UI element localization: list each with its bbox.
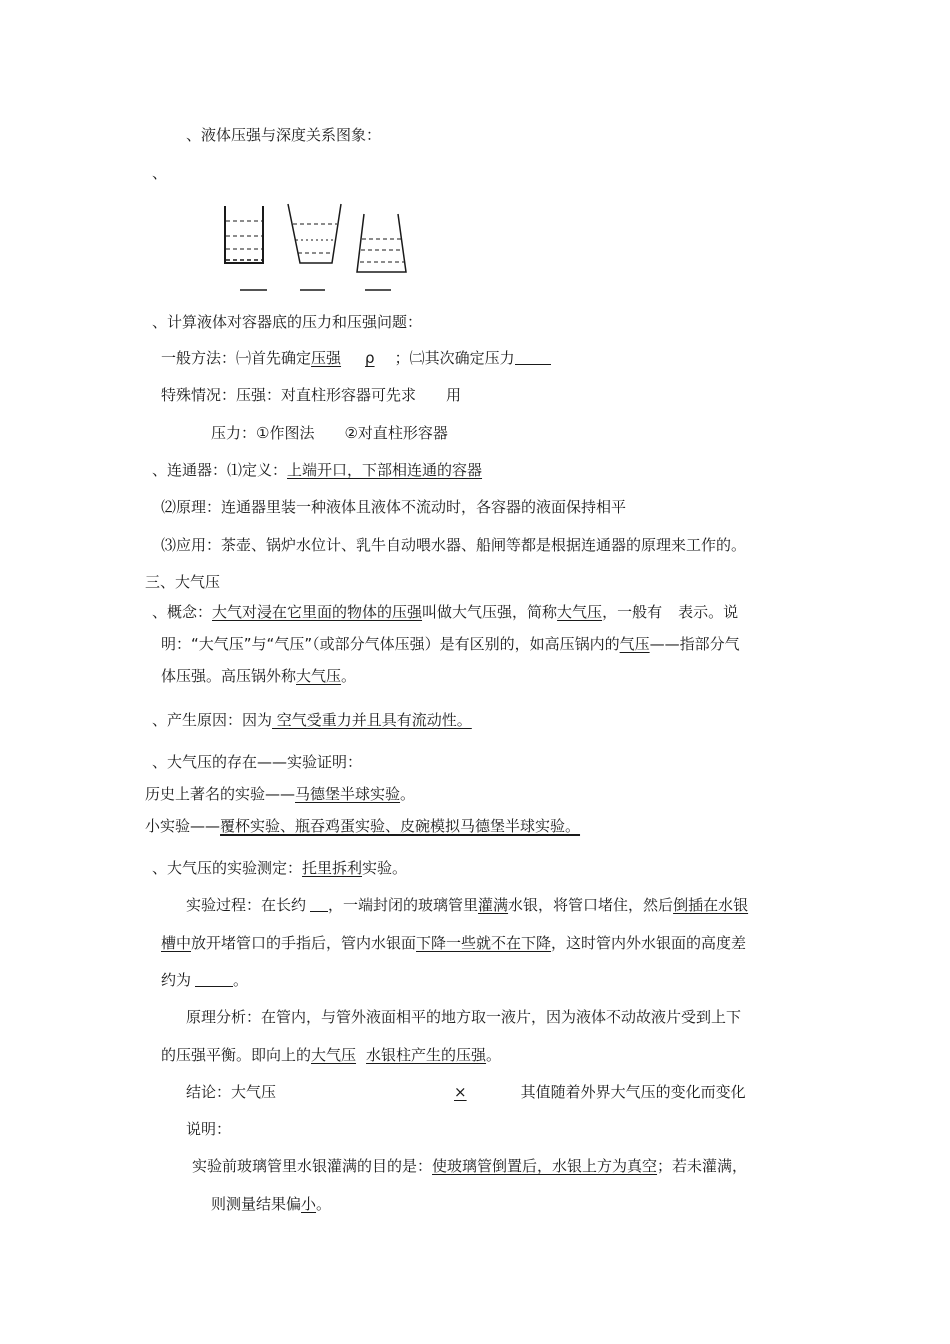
process-line-3: 约为 。 (161, 971, 249, 989)
measurement-title: 、大气压的实验测定：托里拆利实验。 (152, 859, 408, 877)
cause-line: 、产生原因：因为 空气受重力并且具有流动性。 (152, 711, 472, 729)
cylinder-container (225, 206, 263, 263)
section-heading-atmosphere: 三、大气压 (145, 573, 221, 591)
small-experiments: 小实验——覆杯实验、瓶吞鸡蛋实验、皮碗模拟马德堡半球实验。 (145, 817, 581, 835)
process-line-1: 实验过程：在长约 ，一端封闭的玻璃管里灌满水银，将管口堵住，然后倒插在水银 (186, 896, 749, 914)
general-prefix: 一般方法：㈠首先确定 (161, 349, 312, 367)
force-blank (515, 348, 551, 365)
general-mid: ㈡其次确定压力 (409, 349, 515, 367)
conclusion-line: 结论：大气压 × 其值随着外界大气压的变化而变化 (186, 1083, 746, 1101)
concept-line-1: 、概念：大气对浸在它里面的物体的压强叫做大气压强，简称大气压，一般有 表示。说 (152, 603, 739, 621)
general-semi: ； (394, 349, 410, 367)
pressure-underlined: 压强 ρ (311, 349, 375, 367)
list-marker: 、 (152, 164, 168, 182)
container-diagram (215, 196, 415, 296)
existence-title: 、大气压的存在——实验证明： (152, 753, 363, 771)
wide-top-container (288, 204, 341, 263)
note-label: 说明： (186, 1120, 232, 1138)
connector-application: ⑶应用：茶壶、锅炉水位计、乳牛自动喂水器、船闸等都是根据连通器的原理来工作的。 (161, 536, 747, 554)
connector-principle: ⑵原理：连通器里装一种液体且液体不流动时，各容器的液面保持相平 (161, 498, 627, 516)
historic-experiment: 历史上著名的实验——马德堡半球实验。 (145, 785, 416, 803)
note-line-2: 则测量结果偏小。 (211, 1195, 332, 1213)
wide-bottom-container (357, 214, 406, 272)
special-case-line-2: 压力：①作图法 ②对直柱形容器 (211, 424, 448, 442)
concept-line-2: 明：“大气压”与“气压”（或部分气体压强）是有区别的，如高压锅内的气压——指部分气 (161, 635, 740, 653)
analysis-line-1: 原理分析：在管内，与管外液面相平的地方取一液片，因为液体不动故液片受到上下 (186, 1008, 742, 1026)
analysis-line-2: 的压强平衡。即向上的大气压 水银柱产生的压强。 (161, 1046, 502, 1064)
special-case-line-1: 特殊情况：压强：对直柱形容器可先求 用 (161, 386, 462, 404)
process-line-2: 槽中放开堵管口的手指后，管内水银面下降一些就不在下降，这时管内外水银面的高度差 (161, 934, 747, 952)
concept-line-3: 体压强。高压锅外称大气压。 (161, 667, 357, 685)
section-title-pressure-calc: 、计算液体对容器底的压力和压强问题： (152, 313, 423, 331)
connector-definition: 、连通器：⑴定义：上端开口，下部相连通的容器 (152, 461, 483, 479)
note-line-1: 实验前玻璃管里水银灌满的目的是：使玻璃管倒置后，水银上方为真空；若未灌满， (192, 1157, 748, 1175)
section-title-depth-graph: 、液体压强与深度关系图象： (186, 126, 382, 144)
general-method-line (161, 348, 551, 368)
connector-definition-underlined: 上端开口，下部相连通的容器 (287, 461, 483, 479)
